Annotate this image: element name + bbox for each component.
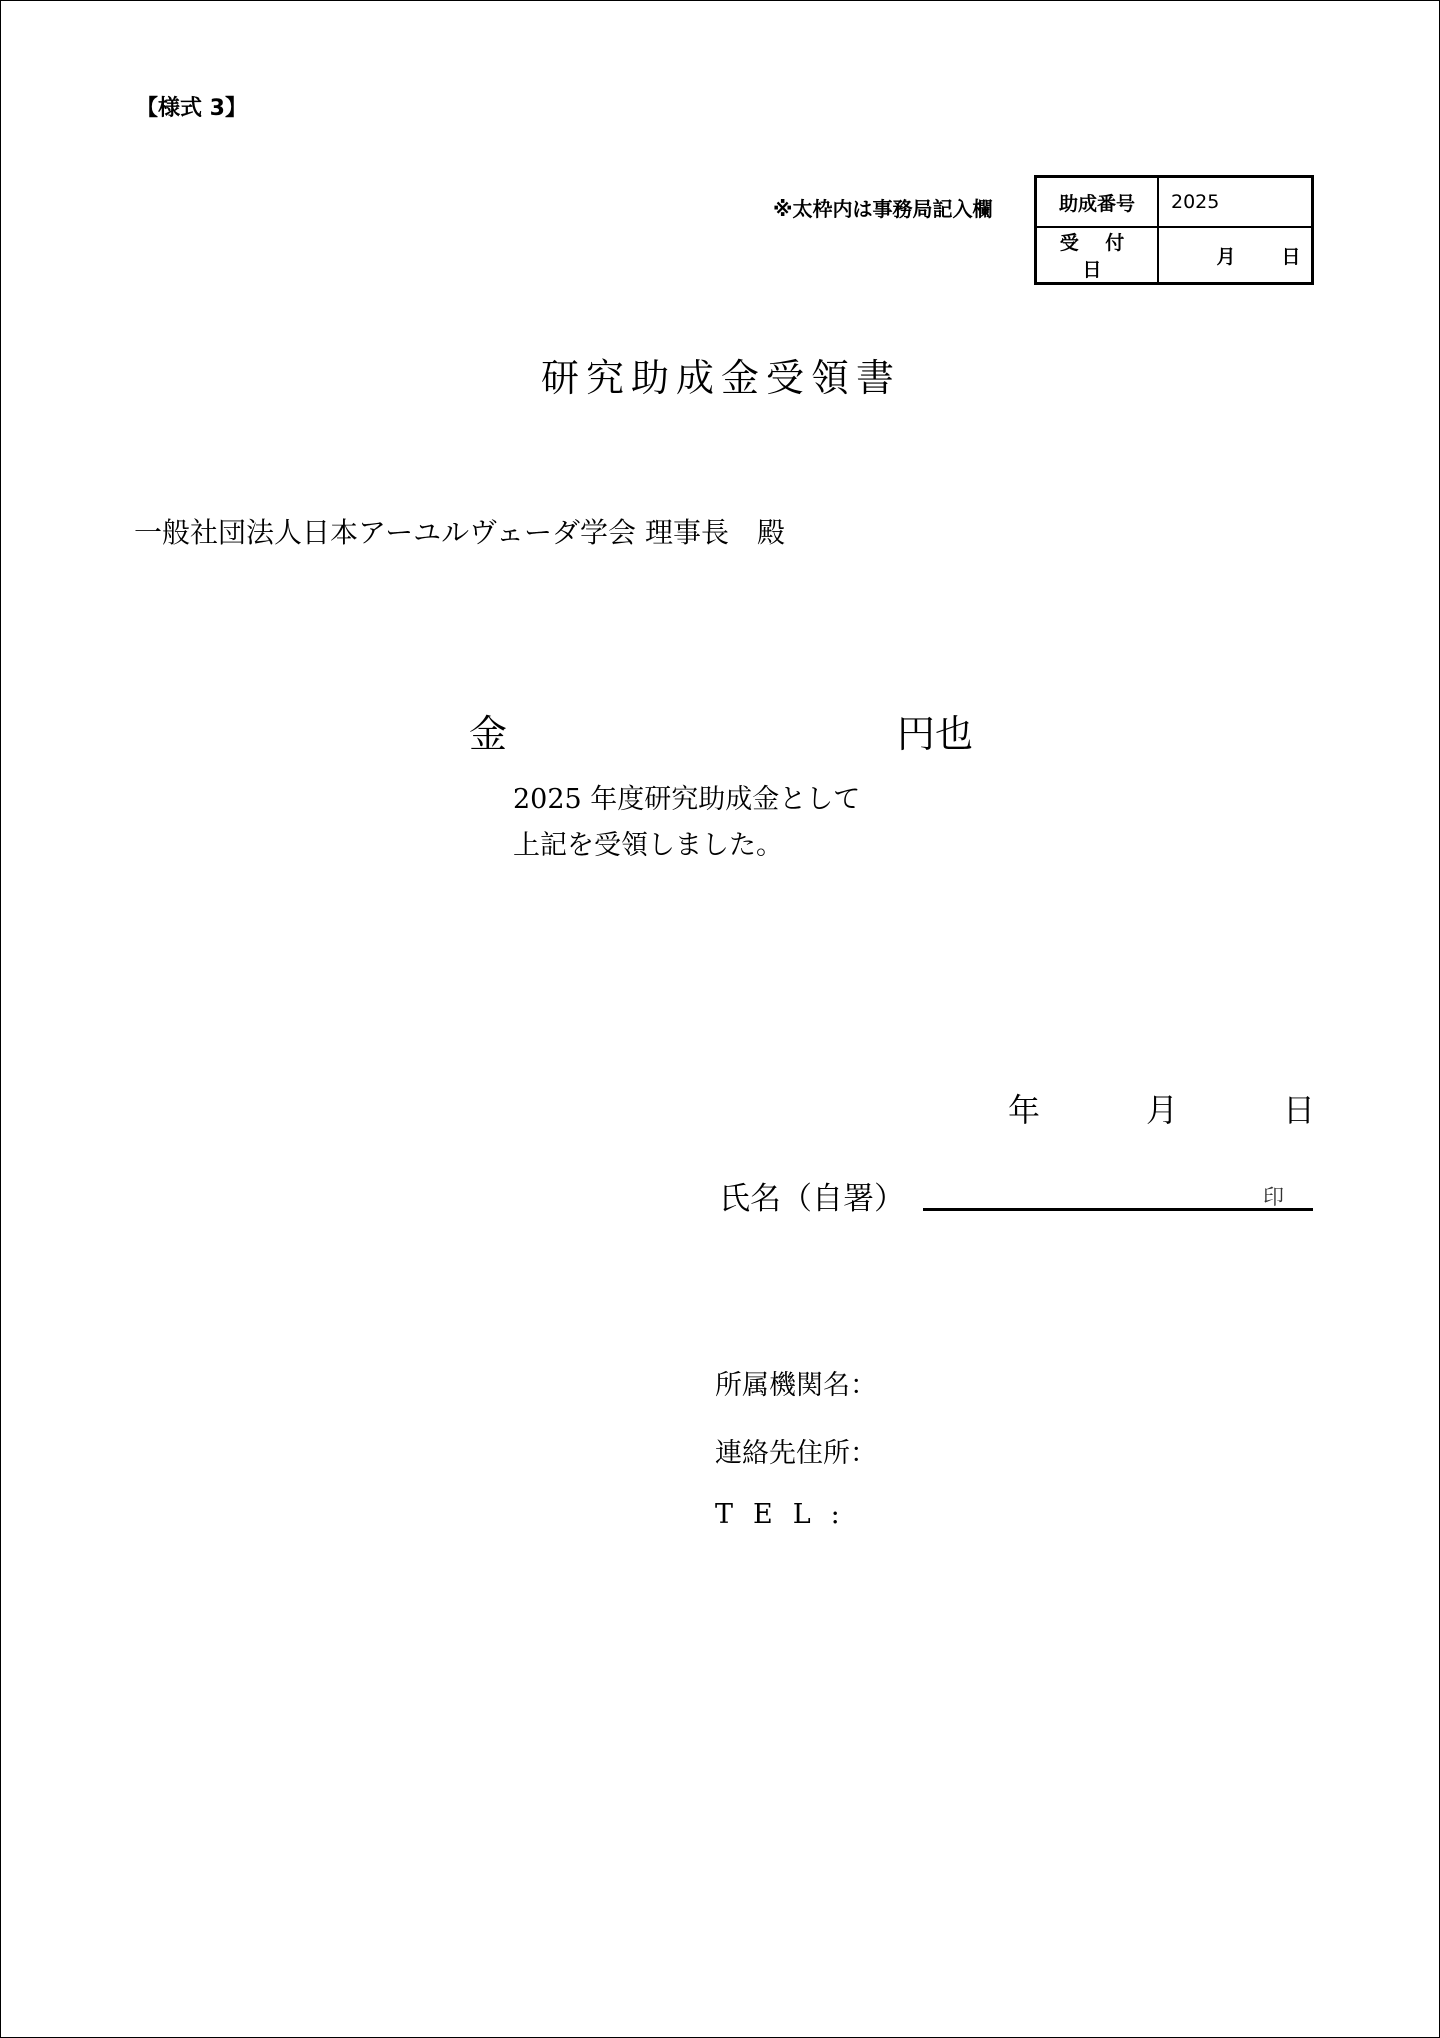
contact-address-label: 連絡先住所： — [715, 1438, 877, 1469]
addressee: 一般社団法人日本アーユルヴェーダ学会 理事長 殿 — [134, 516, 785, 549]
amount-suffix: 円也 — [897, 712, 974, 756]
body-text-line-2: 上記を受領しました。 — [513, 830, 783, 861]
amount-prefix: 金 — [469, 712, 508, 756]
form-number-label: 【様式 3】 — [136, 96, 247, 121]
grant-number-label: 助成番号 — [1036, 177, 1159, 228]
receipt-month-label: 月 — [1216, 245, 1236, 268]
receipt-date-field[interactable] — [1158, 227, 1312, 284]
office-use-table — [1034, 175, 1314, 285]
date-day-label: 日 — [1283, 1091, 1316, 1129]
body-text-line-1: 2025 年度研究助成金として — [513, 784, 861, 815]
office-use-note: ※太枠内は事務局記入欄 — [773, 197, 993, 221]
date-month-label: 月 — [1146, 1091, 1179, 1129]
signature-line[interactable] — [923, 1208, 1313, 1211]
seal-mark: 印 — [1263, 1185, 1284, 1209]
receipt-date-row — [1036, 227, 1313, 284]
affiliation-label: 所属機関名： — [715, 1370, 877, 1401]
receipt-date-label: 受 付 日 — [1036, 227, 1159, 284]
document-title: 研究助成金受領書 — [540, 356, 901, 400]
grant-number-row — [1036, 177, 1313, 228]
tel-label: TEL: — [715, 1499, 860, 1530]
receipt-day-label: 日 — [1281, 245, 1301, 268]
signature-label: 氏名（自署） — [719, 1181, 905, 1217]
date-year-label: 年 — [1008, 1091, 1041, 1129]
grant-number-field[interactable]: 2025 — [1158, 177, 1312, 228]
